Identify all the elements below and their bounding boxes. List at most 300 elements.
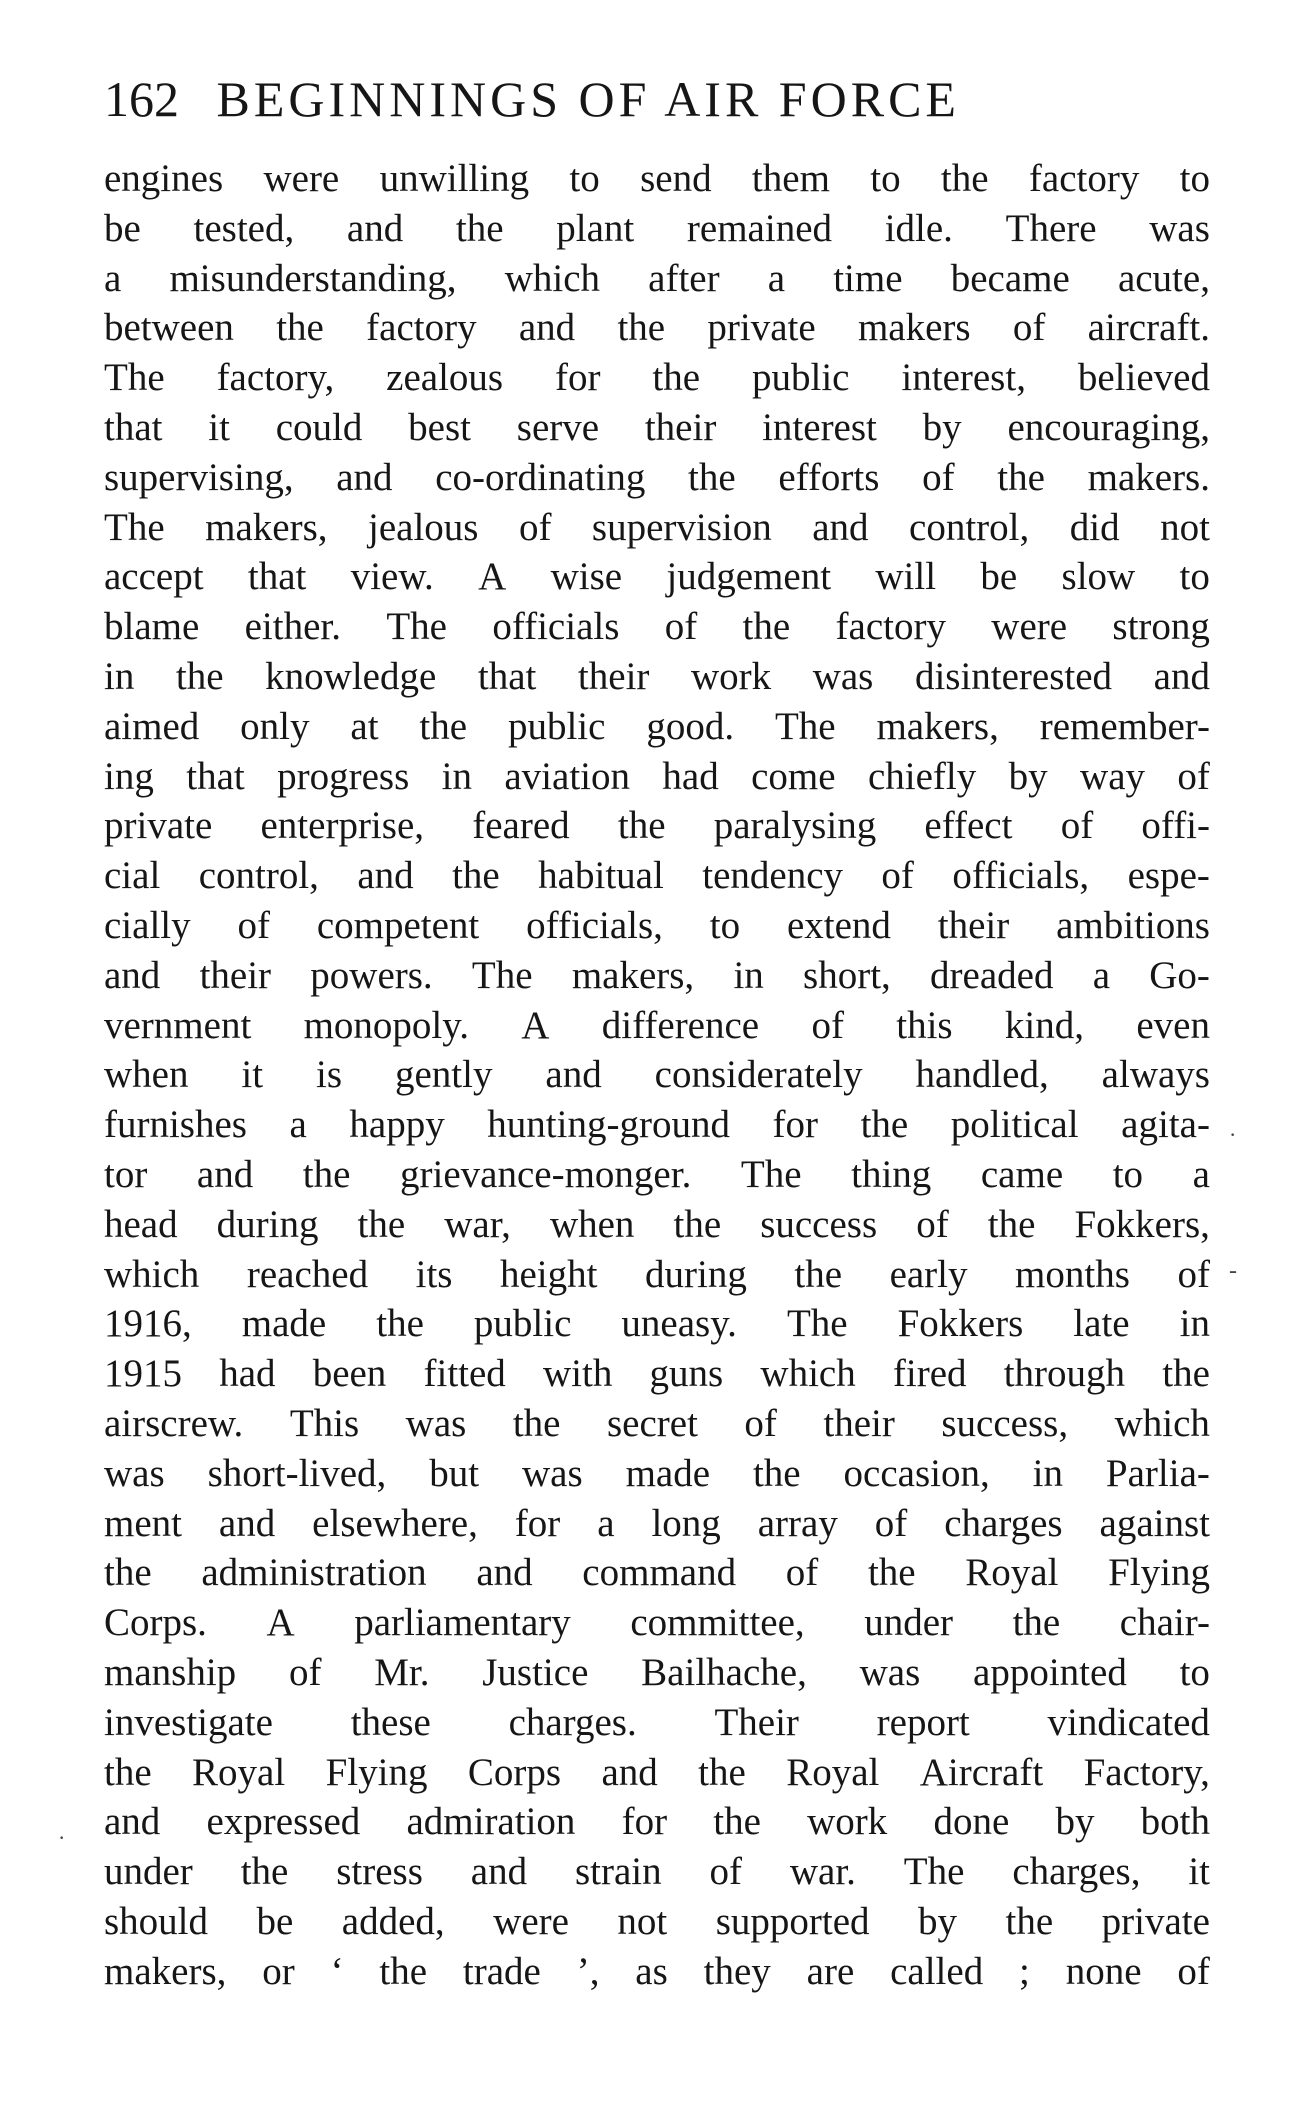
text-line (104, 951, 1210, 1001)
word: airscrew. (104, 1401, 244, 1445)
word: private (1101, 1899, 1210, 1943)
word: for (555, 356, 601, 400)
word: none (1065, 1949, 1142, 1993)
word: officials (492, 605, 620, 649)
word: its (415, 1252, 453, 1296)
word: The (104, 356, 165, 400)
word: they (703, 1949, 771, 1993)
word: slow (1061, 555, 1136, 599)
word: kind, (1004, 1003, 1085, 1047)
word: Royal (965, 1551, 1059, 1595)
word: was (1149, 206, 1210, 250)
word: to (569, 157, 600, 200)
word: The (903, 1850, 965, 1894)
word: charges. (508, 1700, 637, 1744)
word: of (881, 854, 914, 898)
word: reached (246, 1252, 369, 1296)
word: serve (516, 405, 600, 449)
word: head (104, 1202, 178, 1246)
word: The (774, 704, 836, 748)
word: misunderstanding, (169, 256, 457, 300)
word: the (240, 1850, 289, 1894)
word: under (104, 1850, 193, 1894)
word: the (276, 306, 324, 350)
word: but (429, 1451, 480, 1495)
word: paralysing (713, 804, 877, 848)
word: factory (366, 306, 477, 350)
word: monopoly. (303, 1003, 469, 1047)
word: or (262, 1949, 295, 1993)
word: interest, (901, 356, 1026, 400)
word: the (452, 854, 500, 898)
word: officials, (952, 854, 1090, 898)
word: which (1114, 1401, 1210, 1445)
word: judgement (666, 555, 832, 599)
word: vernment (104, 1003, 252, 1047)
word: their (823, 1401, 895, 1445)
word: a (597, 1501, 615, 1545)
word: supervision (591, 505, 772, 549)
word: as (635, 1949, 668, 1993)
word: which (504, 256, 600, 300)
word: called (890, 1949, 984, 1993)
word: Bailhache, (641, 1650, 807, 1694)
word: tor (104, 1152, 148, 1196)
word: of (922, 455, 955, 499)
word: the (867, 1551, 916, 1595)
text-line (104, 652, 1210, 702)
word: the (742, 605, 791, 649)
word: habitual (538, 854, 664, 898)
word: aviation (504, 754, 631, 798)
word: supported (715, 1899, 870, 1943)
word: at (350, 704, 379, 748)
word: handled, (915, 1053, 1049, 1097)
word: for (772, 1103, 818, 1147)
body-text (104, 154, 1210, 1996)
word: and (476, 1551, 533, 1595)
word: appointed (973, 1650, 1127, 1694)
word: wise (550, 555, 623, 599)
text-line (104, 1499, 1210, 1549)
word: in (1032, 1451, 1063, 1495)
word: made (241, 1302, 327, 1346)
text-line (104, 1897, 1210, 1947)
word: aircraft. (1087, 306, 1210, 350)
word: be (104, 206, 141, 250)
print-speck: - (1229, 1258, 1237, 1284)
word: committee, (630, 1601, 805, 1645)
word: idle. (884, 206, 953, 250)
word: and (104, 1800, 161, 1844)
word: ment (104, 1501, 182, 1545)
word: engines (104, 157, 224, 200)
word: after (648, 256, 720, 300)
word: occasion, (843, 1451, 990, 1495)
word: feared (472, 804, 570, 848)
word: Flying (325, 1750, 428, 1794)
word: between (104, 306, 234, 350)
word: to (1112, 1152, 1144, 1196)
word: it (1188, 1850, 1210, 1894)
word: charges (944, 1501, 1063, 1545)
word: of (288, 1650, 322, 1694)
word: the (376, 1302, 424, 1346)
word: report (876, 1700, 970, 1744)
word: both (1140, 1800, 1210, 1844)
word: the (752, 1451, 801, 1495)
word: considerately (654, 1053, 863, 1097)
word: co-ordinating (435, 455, 646, 499)
word: Parlia- (1105, 1451, 1210, 1495)
word: of (916, 1202, 949, 1246)
word: of (1177, 1252, 1210, 1296)
word: this (896, 1003, 953, 1047)
word: height (500, 1252, 598, 1296)
word: Go- (1149, 953, 1210, 997)
word: their (644, 405, 717, 449)
text-line (104, 1399, 1210, 1449)
word: hunting-ground (487, 1103, 730, 1147)
text-line (104, 1797, 1210, 1847)
word: factory (835, 605, 946, 649)
word: cial (104, 854, 161, 898)
word: when (104, 1053, 189, 1097)
word: public (507, 704, 606, 748)
word: success (760, 1202, 878, 1246)
word: long (651, 1501, 721, 1545)
word: fired (892, 1352, 967, 1396)
word: that (186, 754, 245, 798)
word: of (237, 903, 270, 947)
word: and (1153, 654, 1210, 698)
text-line (104, 1698, 1210, 1748)
word: that (104, 405, 163, 449)
word: chair- (1119, 1601, 1210, 1645)
word: tendency (702, 854, 843, 898)
word: espe- (1127, 854, 1210, 898)
running-head (104, 64, 1104, 134)
word: to (870, 157, 901, 200)
word: chiefly (867, 754, 977, 798)
text-line (104, 1847, 1210, 1897)
word: by (918, 1899, 958, 1943)
word: good. (646, 704, 735, 748)
word: in (1179, 1302, 1210, 1346)
word: makers. (1087, 455, 1210, 499)
word: was (521, 1451, 583, 1495)
word: during (645, 1252, 747, 1296)
word: even (1136, 1003, 1210, 1047)
word: in (441, 754, 472, 798)
word: and (545, 1053, 602, 1097)
word: fitted (423, 1352, 506, 1396)
text-line (104, 901, 1210, 951)
word: aimed (104, 704, 200, 748)
running-title: BEGINNINGS OF AIR FORCE (216, 71, 960, 127)
word: Justice (482, 1650, 589, 1694)
text-line (104, 1050, 1210, 1100)
word: ‘ (330, 1949, 344, 1993)
word: and (104, 953, 161, 997)
word: the (455, 206, 504, 250)
word: There (1005, 206, 1097, 250)
word: 1916, (104, 1302, 192, 1346)
word: blame (104, 605, 200, 649)
text-line (104, 1598, 1210, 1648)
word: remember- (1039, 704, 1210, 748)
word: was (812, 654, 874, 698)
word: remained (686, 206, 833, 250)
word: Fokkers (897, 1302, 1024, 1346)
text-line (104, 353, 1210, 403)
word: them (751, 157, 830, 200)
word: not (1160, 505, 1210, 549)
word: the (617, 804, 666, 848)
word: that (247, 555, 307, 599)
page-number: 162 (104, 71, 179, 127)
word: elsewhere, (312, 1501, 478, 1545)
word: a (1092, 953, 1111, 997)
word: Factory, (1083, 1750, 1210, 1794)
word: factory, (216, 356, 335, 400)
word: the (698, 1750, 746, 1794)
word: during (216, 1202, 319, 1246)
word: and (336, 455, 393, 499)
word: the (997, 455, 1045, 499)
word: the (175, 654, 224, 698)
word: their (199, 953, 272, 997)
print-speck: · (58, 1825, 66, 1850)
word: control, (198, 854, 319, 898)
word: of (874, 1501, 908, 1545)
word: Corps (467, 1750, 562, 1794)
word: always (1101, 1053, 1210, 1097)
word: A (478, 555, 507, 599)
word: for (621, 1800, 668, 1844)
word: for (514, 1501, 561, 1545)
word: the (860, 1103, 909, 1147)
word: Flying (1108, 1551, 1210, 1595)
word: strong (1112, 605, 1210, 649)
text-line (104, 1648, 1210, 1698)
word: to (1179, 555, 1210, 599)
word: Aircraft (919, 1750, 1044, 1794)
word: the (652, 356, 701, 400)
word: The (740, 1152, 802, 1196)
word: by (1055, 1800, 1095, 1844)
text-line (104, 1449, 1210, 1499)
word: difference (601, 1003, 760, 1047)
text-line (104, 1299, 1210, 1349)
word: way (1080, 754, 1146, 798)
word: interest (762, 405, 877, 449)
word: the (688, 455, 736, 499)
word: of (709, 1850, 742, 1894)
word: of (744, 1401, 777, 1445)
word: which (104, 1252, 200, 1296)
word: and (470, 1850, 528, 1894)
word: added, (341, 1899, 445, 1943)
word: furnishes (104, 1103, 247, 1147)
word: early (889, 1252, 968, 1296)
word: plant (556, 206, 635, 250)
word: time (833, 256, 903, 300)
word: and (518, 306, 576, 350)
text-line (104, 503, 1210, 553)
word: thing (851, 1152, 932, 1196)
word: ing (104, 754, 154, 798)
word: Mr. (374, 1650, 430, 1694)
word: cially (104, 903, 191, 947)
word: months (1015, 1252, 1130, 1296)
word: political (950, 1103, 1079, 1147)
word: to (1179, 1650, 1210, 1694)
word: were (493, 1899, 569, 1943)
word: happy (349, 1103, 445, 1147)
word: control, (909, 505, 1030, 549)
word: in (733, 953, 764, 997)
word: could (275, 405, 363, 449)
text-line (104, 254, 1210, 304)
word: a (767, 256, 786, 300)
text-line (104, 1200, 1210, 1250)
word: The (386, 605, 447, 649)
word: war, (444, 1202, 511, 1246)
word: had (662, 754, 719, 798)
text-line (104, 552, 1210, 602)
text-line (104, 1548, 1210, 1598)
word: a (289, 1103, 307, 1147)
text-line (104, 851, 1210, 901)
word: expressed (206, 1800, 361, 1844)
word: believed (1077, 356, 1210, 400)
word: the (104, 1551, 152, 1595)
word: under (864, 1601, 954, 1645)
word: of (1177, 754, 1210, 798)
word: of (1012, 306, 1046, 350)
word: became (950, 256, 1070, 300)
word: jealous (367, 505, 479, 549)
word: not (617, 1899, 668, 1943)
word: the (357, 1202, 406, 1246)
word: when (549, 1202, 635, 1246)
text-line (104, 1150, 1210, 1200)
word: administration (201, 1551, 427, 1595)
word: and (357, 854, 414, 898)
word: effect (924, 804, 1013, 848)
word: the (512, 1401, 561, 1445)
word: array (757, 1501, 838, 1545)
word: a (1192, 1152, 1210, 1196)
word: been (312, 1352, 387, 1396)
word: of (518, 505, 552, 549)
word: that (477, 654, 537, 698)
word: parliamentary (354, 1601, 571, 1645)
text-line (104, 403, 1210, 453)
word: against (1099, 1501, 1210, 1545)
word: command (582, 1551, 737, 1595)
text-line (104, 752, 1210, 802)
word: makers (857, 306, 971, 350)
word: makers, (205, 505, 328, 549)
word: best (408, 405, 471, 449)
word: view. (350, 555, 434, 599)
word: A (521, 1003, 550, 1047)
word: guns (649, 1352, 724, 1396)
word: makers, (876, 704, 999, 748)
text-line (104, 1947, 1210, 1997)
word: late (1073, 1302, 1130, 1346)
word: enterprise, (260, 804, 425, 848)
word: through (1003, 1352, 1126, 1396)
word: are (806, 1949, 855, 1993)
word: with (543, 1352, 613, 1396)
word: success, (941, 1401, 1069, 1445)
word: trade (462, 1949, 541, 1993)
word: these (350, 1700, 431, 1744)
word: of (785, 1551, 819, 1595)
word: tested, (193, 206, 295, 250)
text-line (104, 1748, 1210, 1798)
word: in (104, 654, 135, 698)
word: the (419, 704, 468, 748)
word: strain (574, 1850, 662, 1894)
word: should (104, 1899, 209, 1943)
word: makers, (571, 953, 695, 997)
word: were (991, 605, 1068, 649)
word: be (256, 1899, 294, 1943)
word: short-lived, (207, 1451, 387, 1495)
word: zealous (386, 356, 504, 400)
print-speck: · (1229, 1122, 1237, 1147)
word: either. (244, 605, 342, 649)
word: made (625, 1451, 711, 1495)
word: 1915 (104, 1352, 182, 1396)
word: were (263, 157, 340, 200)
word: the (673, 1202, 722, 1246)
word: and (812, 505, 869, 549)
word: come (751, 754, 836, 798)
word: extend (786, 903, 891, 947)
word: knowledge (265, 654, 437, 698)
word: grievance-monger. (400, 1152, 692, 1196)
word: public (752, 356, 850, 400)
text-line (104, 702, 1210, 752)
word: of (811, 1003, 844, 1047)
word: war. (789, 1850, 856, 1894)
word: powers. (310, 953, 433, 997)
word: their (937, 903, 1010, 947)
text-line (104, 1250, 1210, 1300)
word: to (1179, 157, 1210, 200)
word: to (709, 903, 741, 947)
word: private (104, 804, 213, 848)
word: by (922, 405, 962, 449)
word: the (302, 1152, 351, 1196)
word: investigate (104, 1700, 273, 1744)
text-line (104, 801, 1210, 851)
word: stress (336, 1850, 423, 1894)
word: encouraging, (1007, 405, 1210, 449)
word: and (196, 1152, 254, 1196)
word: be (980, 555, 1018, 599)
word: short, (803, 953, 891, 997)
word: was (104, 1451, 165, 1495)
word: a (104, 256, 122, 300)
word: and (346, 206, 404, 250)
word: The (786, 1302, 848, 1346)
